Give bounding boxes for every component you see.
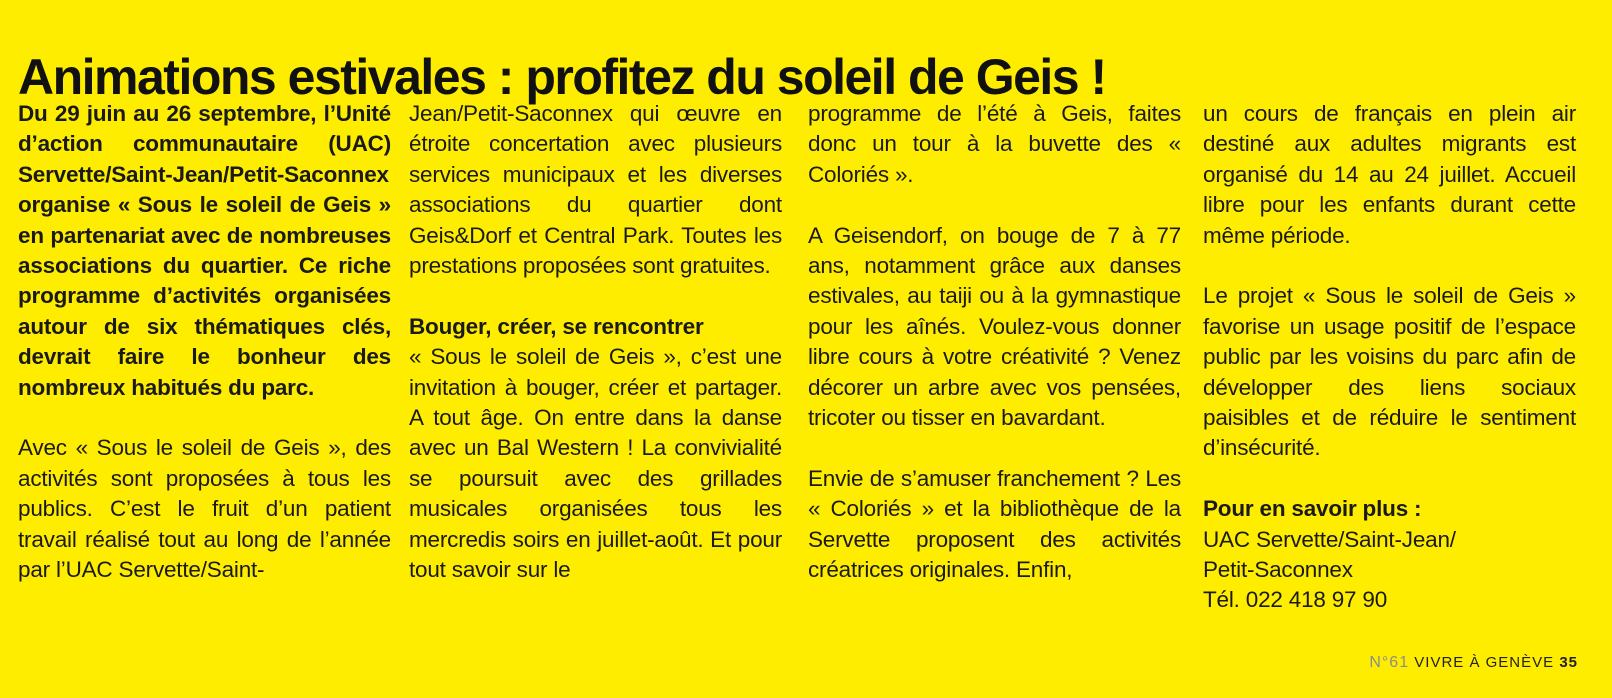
body-paragraph: Jean/Petit-Saconnex qui œuvre en étroite concertation avec plusieurs services municipaux et les diverses associations du quartier dont Geis&Dorf et Central Park. Toutes les prestations proposées sont gratuites. — [409, 101, 782, 279]
column-1 — [18, 99, 391, 585]
info-address-line: Petit-Saconnex — [1203, 557, 1353, 583]
body-paragraph: programme de l’été à Geis, faites donc un tour à la buvette des « Coloriés ». — [808, 101, 1181, 187]
page-number: 35 — [1559, 654, 1578, 671]
body-paragraph: A Geisendorf, on bouge de 7 à 77 ans, notamment grâce aux danses estivales, au taiji ou à la gymnastique pour les aînés. Voulez-vous donner libre cours à votre créativité ? Venez décorer un arbre avec vos pensées, tricoter ou tisser en bavardant. — [808, 222, 1181, 431]
body-paragraph: Avec « Sous le soleil de Geis », des activités sont proposées à tous les publics. C’est le fruit d’un patient travail réalisé tout au long de l’année par l’UAC Servette/Saint- — [18, 435, 391, 583]
column-3 — [808, 99, 1181, 585]
subheading: Bouger, créer, se rencontrer — [409, 313, 704, 339]
info-address-line: UAC Servette/Saint-Jean/ — [1203, 526, 1456, 552]
lead-paragraph: Du 29 juin au 26 septembre, l’Unité d’action communautaire (UAC) Servette/Saint-Jean/Petit-Saconnex organise « Sous le soleil de Geis » en partenariat avec de nombreuses associations du quartier. Ce riche programme d’activités organisées autour de six thématiques clés, devrait faire le bonheur des nombreux habitués du parc. — [18, 101, 391, 400]
body-paragraph: Le projet « Sous le soleil de Geis » favorise un usage positif de l’espace public par les voisins du parc afin de développer des liens sociaux paisibles et de réduire le sentiment d’insécurité. — [1203, 283, 1576, 461]
body-paragraph: Envie de s’amuser franchement ? Les « Coloriés » et la bibliothèque de la Servette proposent des activités créatrices originales. Enfin, — [808, 465, 1181, 583]
body-paragraph: « Sous le soleil de Geis », c’est une invitation à bouger, créer et partager. A tout âge. On entre dans la danse avec un Bal Western ! La convivialité se poursuit avec des grillades musicales organisées tous les mercredis soirs en juillet-août. Et pour tout savoir sur le — [409, 344, 782, 583]
body-paragraph: un cours de français en plein air destiné aux adultes migrants est organisé du 14 au 24 juillet. Accueil libre pour les enfants durant cette même période. — [1203, 101, 1576, 248]
magazine-name: VIVRE À GENÈVE — [1414, 654, 1555, 671]
info-box — [1203, 494, 1576, 616]
column-4 — [1203, 99, 1576, 616]
issue-number: N°61 — [1369, 654, 1410, 671]
article-title: Animations estivales : profitez du soleil de Geis ! — [18, 48, 1106, 105]
subsection — [409, 312, 782, 586]
page-footer — [1369, 654, 1578, 672]
column-2 — [409, 99, 782, 585]
info-heading: Pour en savoir plus : — [1203, 496, 1422, 522]
info-phone: Tél. 022 418 97 90 — [1203, 587, 1388, 613]
